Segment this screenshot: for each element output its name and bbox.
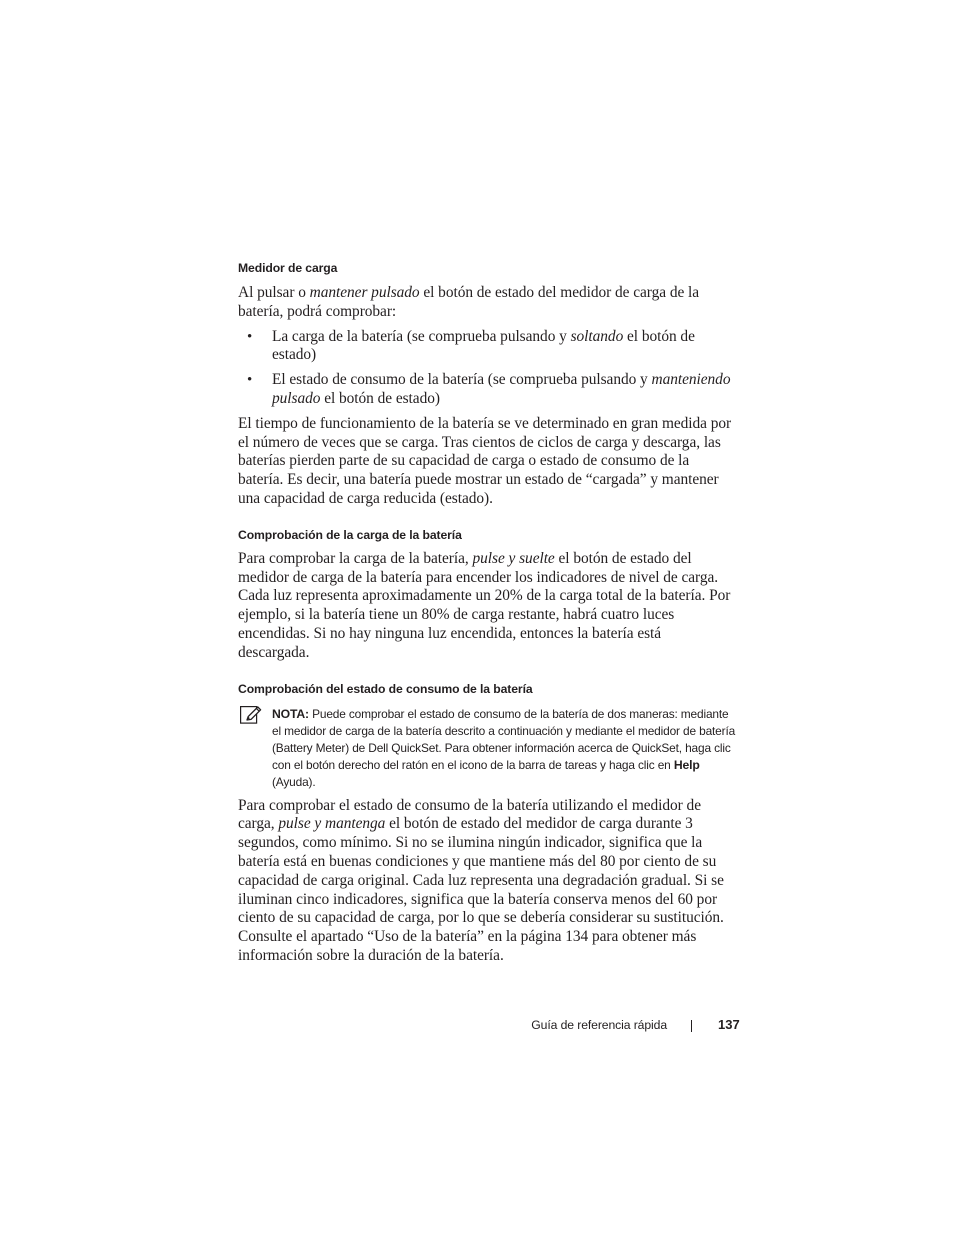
pencil-note-icon — [240, 706, 262, 724]
bullet-text-c: el botón de estado) — [272, 327, 695, 364]
note-end: (Ayuda). — [272, 775, 316, 790]
bullet-dot: • — [247, 328, 253, 345]
heading-comprobacion-carga: Comprobación de la carga de la batería — [238, 527, 462, 542]
page-content — [238, 258, 736, 966]
heading-comprobacion-estado: Comprobación del estado de consumo de la batería — [238, 681, 533, 696]
footer-separator — [691, 1020, 692, 1032]
page-footer — [0, 1015, 954, 1035]
bullet-dot: • — [247, 372, 253, 389]
bullet-text-emphasis: soltando — [570, 327, 624, 345]
intro-text-a: Al pulsar o — [238, 284, 310, 301]
bullet-text-emphasis: manteniendo pulsado — [272, 371, 731, 407]
charge-text-c: el botón de estado del medidor de carga de la batería para encender los indicadores de nivel de carga. Cada luz representa aproximadamente un 20% de la carga total de la batería. Por ejemplo, si la batería tiene un 80% de carga restante, habrá cuatro luces encendidas. Si no hay ninguna luz encendida, entonces la batería está descargada. — [238, 549, 731, 661]
note-text — [272, 706, 736, 792]
bullet-text-a: La carga de la batería (se comprueba pulsando y — [272, 327, 571, 345]
bullet-text-c: el botón de estado) — [320, 389, 440, 407]
bullet-text-a: El estado de consumo de la batería (se comprueba pulsando y — [272, 371, 652, 389]
intro-paragraph — [238, 284, 736, 322]
heading-medidor-de-carga: Medidor de carga — [238, 261, 338, 275]
health-text-a: Para comprobar el estado de consumo de la batería utilizando el medidor de carga, — [238, 796, 701, 833]
health-check-paragraph — [238, 797, 736, 966]
note-help-label: Help — [673, 758, 700, 773]
charge-check-paragraph — [238, 550, 736, 663]
page-number: 137 — [718, 1017, 740, 1032]
list-item — [238, 328, 736, 366]
footer-title: Guía de referencia rápida — [531, 1018, 667, 1032]
health-text-c: el botón de estado del medidor de carga durante 3 segundos, como mínimo. Si no se ilumina ningún indicador, significa que la batería está en buenas condiciones y que mantiene más del 80 por ciento de su capacidad de carga original. Cada luz representa una degradación gradual. Si se iluminan cinco indicadores, significa que la batería conserva menos del 60 por ciento de su capacidad de carga, por lo que se debería considerar su sustitución. Consulte el apartado “Uso de la batería” en la página 134 para obtener más información sobre la duración de la batería. — [238, 815, 724, 964]
battery-life-paragraph: El tiempo de funcionamiento de la batería se ve determinado en gran medida por el número de veces que se carga. Tras cientos de ciclos de carga y descarga, las baterías pierden parte de su capacidad de carga o estado de consumo de la batería. Es decir, una batería puede mostrar un estado de “cargada” y mantener una capacidad de carga reducida (estado). — [238, 414, 732, 507]
note-box — [238, 706, 736, 792]
note-body: Puede comprobar el estado de consumo de la batería de dos maneras: mediante el medidor de carga de la batería descrito a continuación y mediante el medidor de batería (Battery Meter) de Dell QuickSet. Para obtener información acerca de QuickSet, haga clic con el botón derecho del ratón en el icono de la barra de tareas y haga clic en — [272, 706, 736, 773]
intro-text-emphasis: mantener pulsado — [309, 284, 420, 301]
note-label: NOTA: — [272, 706, 309, 721]
bullet-list — [238, 328, 736, 409]
health-text-emphasis: pulse y mantenga — [278, 815, 386, 833]
charge-text-a: Para comprobar la carga de la batería, — [238, 549, 473, 567]
intro-text-c: el botón de estado del medidor de carga de la batería, podrá comprobar: — [238, 284, 700, 320]
list-item — [238, 371, 736, 409]
charge-text-emphasis: pulse y suelte — [472, 549, 555, 567]
